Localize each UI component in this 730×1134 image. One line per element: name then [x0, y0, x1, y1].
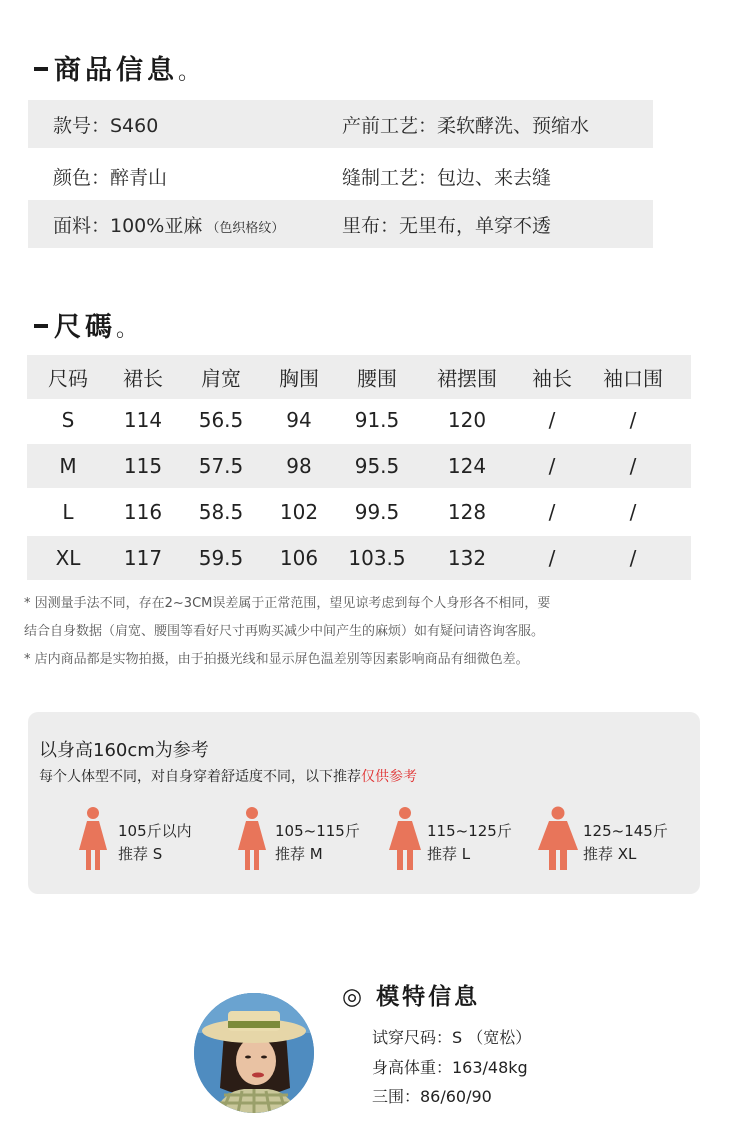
size-cell: 57.5: [198, 454, 244, 478]
size-title-text: 尺碼: [54, 312, 116, 343]
size-cell: 132: [447, 546, 487, 570]
size-cell: 114: [123, 408, 163, 432]
size-cell: 117: [123, 546, 163, 570]
size-reference-panel: [28, 712, 700, 894]
size-cell: 91.5: [354, 408, 400, 432]
recommend-size: 推荐 S: [118, 845, 163, 863]
size-cell: /: [548, 500, 556, 524]
size-cell: S: [61, 408, 75, 432]
reference-subtitle: 每个人体型不同，对自身穿着舒适度不同，以下推荐仅供参考: [39, 769, 417, 785]
size-cell: 128: [447, 500, 487, 524]
size-cell: 116: [123, 500, 163, 524]
model-info-title: ◎ 模特信息: [342, 984, 481, 1010]
size-cell: 102: [279, 500, 319, 524]
title-dash: [34, 67, 48, 71]
model-measurements: 三围：86/60/90: [372, 1087, 492, 1106]
recommend-size: 推荐 XL: [583, 845, 637, 863]
col-header: 袖口围: [603, 366, 663, 391]
woman-figure-icon: [235, 806, 269, 872]
measurement-note: * 因测量手法不同，存在2~3CM误差属于正常范围，望见谅考虑到每个人身形各不相同，要: [24, 596, 551, 611]
size-title: 尺碼。: [34, 305, 138, 344]
table-row: [27, 398, 691, 442]
weight-range: 105~115斤: [275, 822, 360, 840]
product-info-title: 商品信息。: [34, 48, 200, 87]
size-cell: /: [548, 454, 556, 478]
reference-highlight: 仅供参考: [361, 769, 417, 785]
size-cell: 95.5: [354, 454, 400, 478]
size-cell: /: [629, 454, 637, 478]
product-info-title-text: 商品信息: [54, 55, 178, 86]
size-cell: L: [62, 500, 74, 524]
size-cell: 99.5: [354, 500, 400, 524]
weight-range: 115~125斤: [427, 822, 512, 840]
size-cell: 56.5: [198, 408, 244, 432]
style-number: 款号：S460: [53, 114, 159, 137]
color: 颜色：醉青山: [53, 166, 168, 189]
lining: 里布：无里布，单穿不透: [342, 214, 552, 237]
col-header: 肩宽: [201, 366, 241, 391]
size-cell: 115: [123, 454, 163, 478]
col-header: 裙长: [123, 366, 163, 391]
col-header: 胸围: [279, 366, 319, 391]
recommend-size: 推荐 M: [275, 845, 323, 863]
model-avatar: [194, 993, 314, 1113]
col-header: 腰围: [357, 366, 397, 391]
woman-figure-icon: [387, 806, 423, 872]
pre-process: 产前工艺：柔软酵洗、预缩水: [342, 114, 590, 137]
model-try-size: 试穿尺码：S （宽松）: [372, 1028, 532, 1047]
sewing-process: 缝制工艺：包边、来去缝: [342, 166, 552, 189]
info-row-3: [28, 200, 653, 248]
reference-title: 以身高160cm为参考: [39, 740, 209, 761]
size-cell: 103.5: [348, 546, 406, 570]
info-row-1: [28, 100, 653, 148]
color-note: * 店内商品都是实物拍摄，由于拍摄光线和显示屏色温差别等因素影响商品有细微色差。: [24, 652, 529, 667]
measurement-note: 结合自身数据（肩宽、腰围等看好尺寸再购买减少中间产生的麻烦）如有疑问请咨询客服。: [24, 624, 545, 639]
fabric: 面料：100%亚麻 （色织格纹）: [53, 214, 285, 237]
table-row: [27, 490, 691, 534]
size-cell: 59.5: [198, 546, 244, 570]
size-cell: 120: [447, 408, 487, 432]
size-cell: 94: [286, 408, 312, 432]
size-cell: 98: [286, 454, 312, 478]
size-cell: /: [629, 500, 637, 524]
title-dash: [34, 324, 48, 328]
fabric-detail: （色织格纹）: [206, 220, 285, 236]
recommend-size: 推荐 L: [427, 845, 471, 863]
size-cell: 124: [447, 454, 487, 478]
col-header: 裙摆围: [437, 366, 497, 391]
size-cell: 58.5: [198, 500, 244, 524]
table-row: [27, 444, 691, 488]
size-cell: /: [629, 408, 637, 432]
size-table-header: [27, 355, 691, 399]
col-header: 尺码: [48, 366, 88, 391]
weight-range: 125~145斤: [583, 822, 668, 840]
woman-figure-icon: [76, 806, 110, 872]
size-cell: M: [59, 454, 77, 478]
size-cell: XL: [55, 546, 81, 570]
size-cell: /: [629, 546, 637, 570]
model-height-weight: 身高体重：163/48kg: [372, 1058, 528, 1077]
col-header: 袖长: [532, 366, 572, 391]
weight-range: 105斤以内: [118, 822, 192, 840]
size-cell: 106: [279, 546, 319, 570]
info-row-2: [28, 152, 653, 200]
size-cell: /: [548, 408, 556, 432]
table-row: [27, 536, 691, 580]
woman-figure-icon: [537, 806, 579, 872]
model-portrait-image: [194, 993, 314, 1113]
size-cell: /: [548, 546, 556, 570]
